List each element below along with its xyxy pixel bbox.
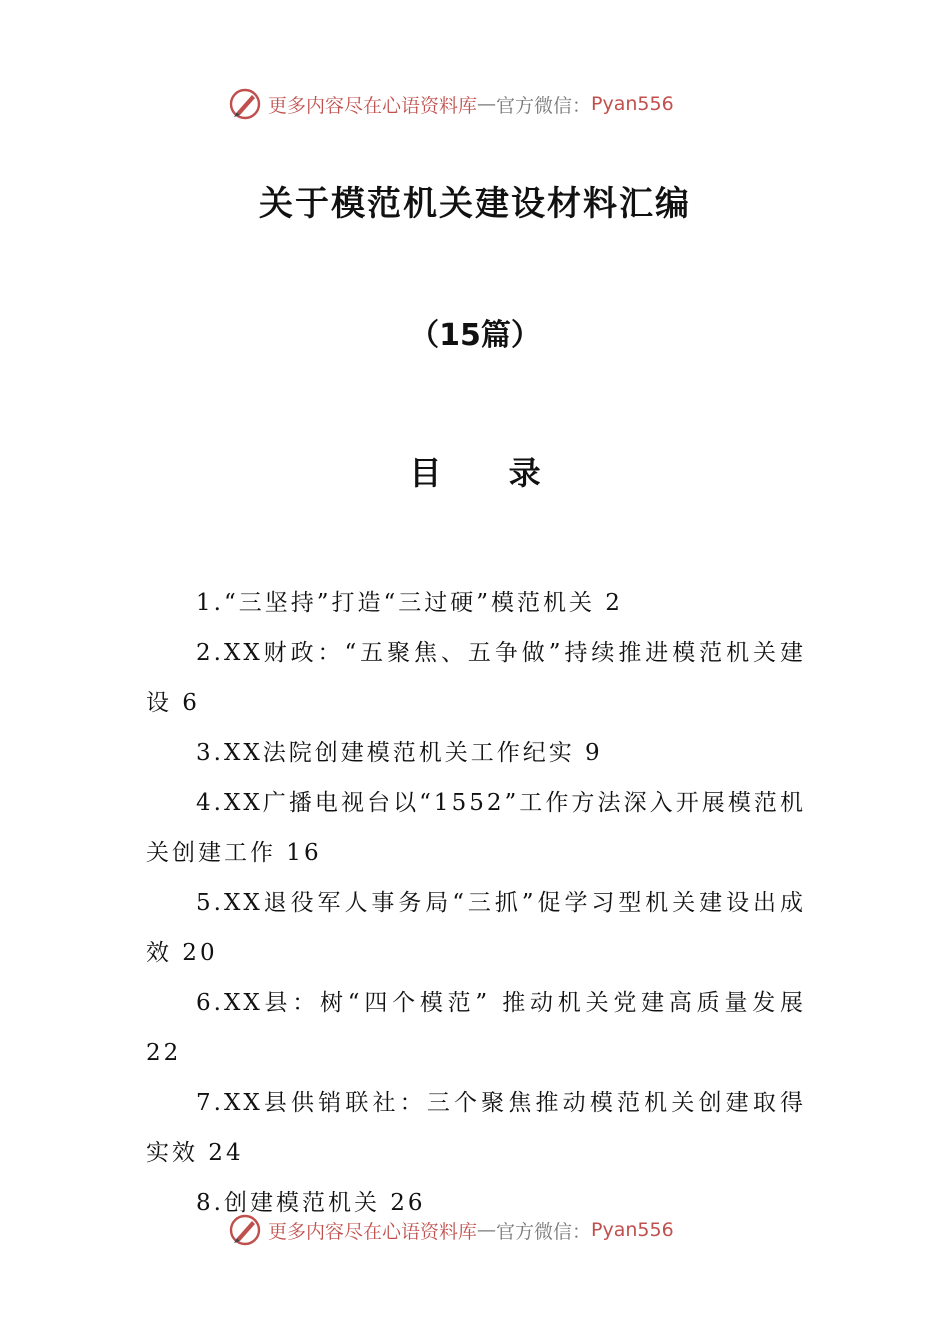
- watermark-wechat-id: Pyan556: [591, 93, 674, 115]
- toc-item[interactable]: 5.XX退役军人事务局“三抓”促学习型机关建设出成效 20: [146, 890, 806, 966]
- pen-logo-icon: [228, 87, 262, 121]
- pen-logo-icon: [228, 1213, 262, 1247]
- watermark-dash: —: [477, 93, 497, 115]
- toc-item[interactable]: 4.XX广播电视台以“1552”工作方法深入开展模范机关创建工作 16: [146, 790, 806, 866]
- watermark-dash: —: [477, 1219, 497, 1241]
- table-of-contents: [146, 578, 806, 1228]
- watermark-header: [228, 86, 748, 122]
- toc-item[interactable]: 7.XX县供销联社：三个聚焦推动模范机关创建取得实效 24: [146, 1090, 806, 1166]
- toc-heading: 目 录: [409, 454, 569, 492]
- document-title: 关于模范机关建设材料汇编: [259, 184, 691, 224]
- watermark-brand-text: 更多内容尽在心语资料库: [268, 1220, 478, 1243]
- watermark-brand-text: 更多内容尽在心语资料库: [268, 94, 478, 117]
- toc-item[interactable]: 6.XX县：树“四个模范” 推动机关党建高质量发展 22: [146, 990, 806, 1066]
- watermark-wechat-label: 官方微信：: [496, 94, 592, 117]
- toc-item[interactable]: 2.XX财政：“五聚焦、五争做”持续推进模范机关建设 6: [146, 640, 806, 716]
- watermark-footer: [228, 1212, 748, 1248]
- watermark-wechat-id: Pyan556: [591, 1219, 674, 1241]
- toc-item[interactable]: 1.“三坚持”打造“三过硬”模范机关 2: [196, 590, 623, 616]
- toc-item[interactable]: 3.XX法院创建模范机关工作纪实 9: [196, 740, 603, 766]
- document-subtitle: （15篇）: [409, 318, 541, 353]
- watermark-wechat-label: 官方微信：: [496, 1220, 592, 1243]
- toc-item[interactable]: 8.创建模范机关 26: [196, 1190, 426, 1216]
